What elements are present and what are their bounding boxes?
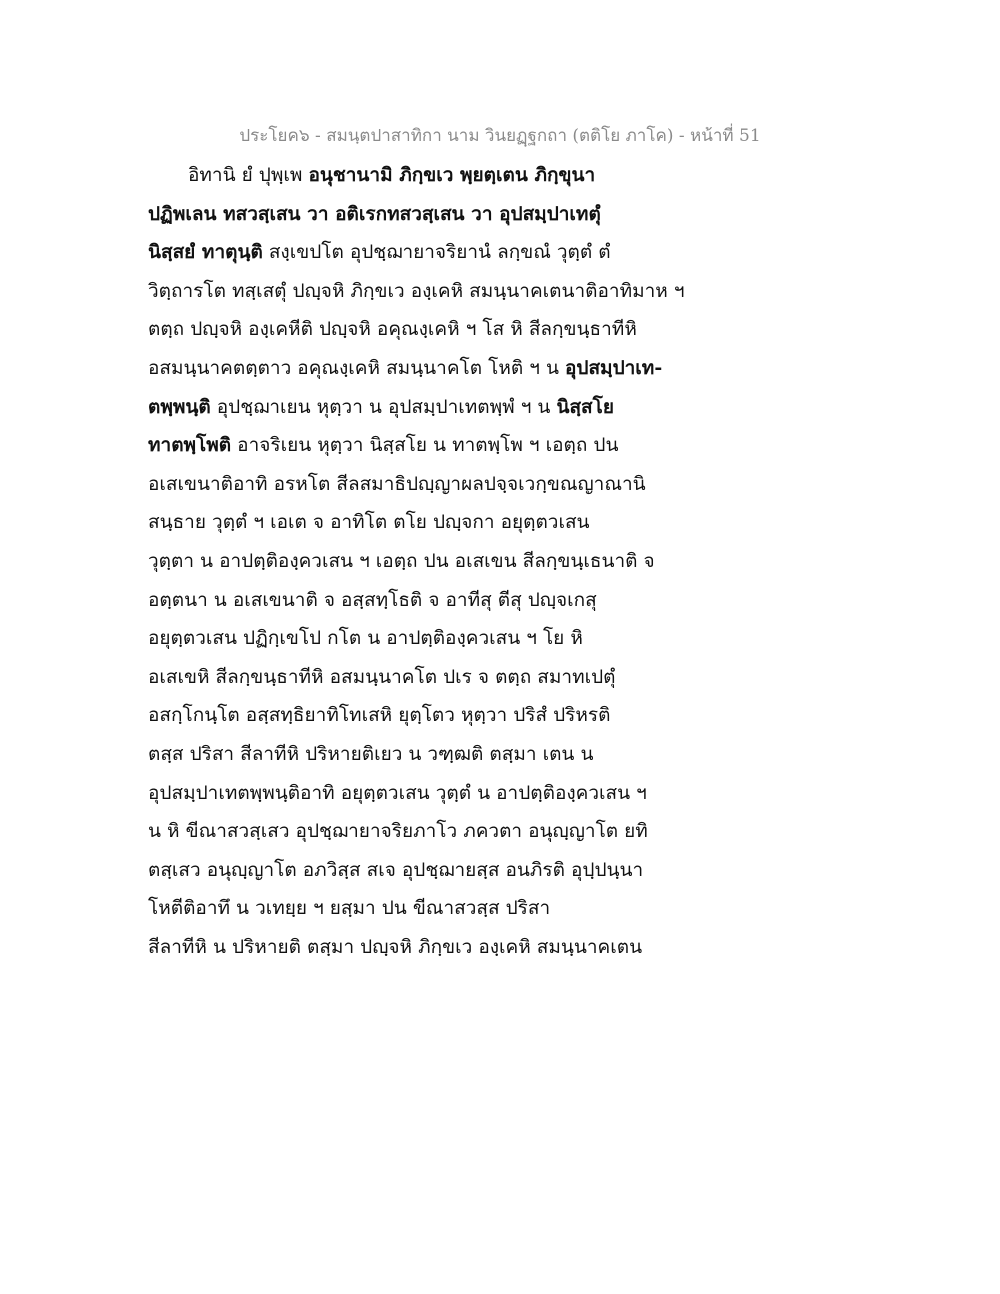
text-line	[148, 658, 848, 697]
text-segment: อาจริเยน หุตฺวา นิสฺสโย น ทาตพฺโพ ฯ เอตฺถ ปน	[231, 434, 619, 457]
text-line	[148, 388, 848, 427]
text-line	[148, 851, 848, 890]
text-line	[148, 465, 848, 504]
text-segment: อเสเขนาติอาทิ อรหโต สีลสมาธิปญฺญาผลปจฺจเวกฺขณญาณานิ	[148, 472, 646, 495]
body-text	[148, 156, 848, 966]
bold-text-segment: นิสฺสโย	[556, 395, 614, 418]
text-segment: ตตฺถ ปญฺจหิ องฺเคหีติ ปญฺจหิ อคุณงฺเคหิ ฯ โส หิ สีลกฺขนฺธาทีหิ	[148, 318, 637, 341]
text-line	[148, 928, 848, 967]
bold-text-segment: อนุชานามิ ภิกฺขเว พฺยตฺเตน ภิกฺขุนา	[308, 164, 596, 186]
text-segment: สงฺเขปโต อุปชฺฌายาจริยานํ ลกฺขณํ วุตฺตํ ตํ	[262, 241, 611, 264]
text-segment: อุปชฺฌาเยน หุตฺวา น อุปสมฺปาเทตพฺพํ ฯ น	[210, 395, 557, 418]
text-line	[148, 735, 848, 774]
text-line	[148, 619, 848, 658]
page-header: ประโยค๖ - สมนฺตปาสาทิกา นาม วินยฏฺฐกถา (ตติโย ภาโค) - หน้าที่ 51	[239, 126, 761, 146]
bold-text-segment: ตพฺพนฺติ	[148, 395, 211, 418]
text-segment: สนฺธาย วุตฺตํ ฯ เอเต จ อาทิโต ตโย ปญฺจกา อยุตฺตวเสน	[148, 511, 590, 534]
text-segment: ตสฺเสว อนุญฺญาโต อภวิสฺส สเจ อุปชฺฌายสฺส อนภิรติ อุปฺปนฺนา	[148, 858, 644, 881]
text-line	[148, 349, 848, 388]
text-line	[148, 889, 848, 928]
text-segment: อตฺตนา น อเสเขนาติ จ อสฺสทฺโธติ จ อาทีสุ ตีสุ ปญฺจเกสุ	[148, 588, 597, 611]
text-segment: วุตฺตา น อาปตฺติองฺควเสน ฯ เอตฺถ ปน อเสเขน สีลกฺขนฺเธนาติ จ	[148, 549, 655, 572]
text-segment: อสมนฺนาคตตฺตาว อคุณงฺเคหิ สมนฺนาคโต โหติ ฯ น	[148, 356, 565, 379]
text-segment: วิตฺถารโต ทสฺเสตุํ ปญฺจหิ ภิกฺขเว องฺเคหิ สมนฺนาคเตนาติอาทิมาห ฯ	[148, 279, 685, 302]
text-line	[148, 503, 848, 542]
text-segment: อเสเขหิ สีลกฺขนฺธาทีหิ อสมนฺนาคโต ปเร จ ตตฺถ สมาทเปตุํ	[148, 665, 616, 688]
text-line	[148, 774, 848, 813]
text-line	[148, 233, 848, 272]
text-segment: ตสฺส ปริสา สีลาทีหิ ปริหายติเยว น วฑฺฒติ ตสฺมา เตน น	[148, 742, 594, 765]
text-segment: อยุตฺตวเสน ปฏิกฺเขโป กโต น อาปตฺติองฺควเสน ฯ โย หิ	[148, 627, 583, 650]
text-segment: อุปสมฺปาเทตพฺพนฺติอาทิ อยุตฺตวเสน วุตฺตํ น อาปตฺติองฺควเสน ฯ	[148, 781, 647, 804]
text-segment: อสกฺโกนฺโต อสฺสทฺธิยาทิโทเสหิ ยุตฺโตว หุตฺวา ปริสํ ปริหรติ	[148, 704, 611, 727]
bold-text-segment: อุปสมฺปาเท-	[564, 356, 663, 379]
text-line	[148, 156, 848, 195]
text-line	[148, 696, 848, 735]
text-line	[148, 581, 848, 620]
text-segment: สีลาทีหิ น ปริหายติ ตสฺมา ปญฺจหิ ภิกฺขเว องฺเคหิ สมนฺนาคเตน	[148, 935, 643, 958]
text-segment: อิทานิ ยํ ปุพฺเพ	[188, 164, 309, 186]
bold-text-segment: ปฏิพเลน ทสวสฺเสน วา อติเรกทสวสฺเสน วา อุปสมฺปาเทตุํ	[148, 202, 601, 225]
text-segment: โหตีติอาทึ น วเทยฺย ฯ ยสฺมา ปน ขีณาสวสฺส ปริสา	[148, 897, 551, 920]
text-line	[148, 426, 848, 465]
text-line	[148, 542, 848, 581]
text-line	[148, 310, 848, 349]
text-line	[148, 812, 848, 851]
text-line	[148, 272, 848, 311]
bold-text-segment: ทาตพฺโพติ	[148, 434, 232, 457]
text-line	[148, 195, 848, 234]
text-segment: น หิ ขีณาสวสฺเสว อุปชฺฌายาจริยภาโว ภควตา อนุญฺญาโต ยทิ	[148, 820, 648, 843]
bold-text-segment: นิสฺสยํ ทาตุนฺติ	[148, 241, 263, 264]
